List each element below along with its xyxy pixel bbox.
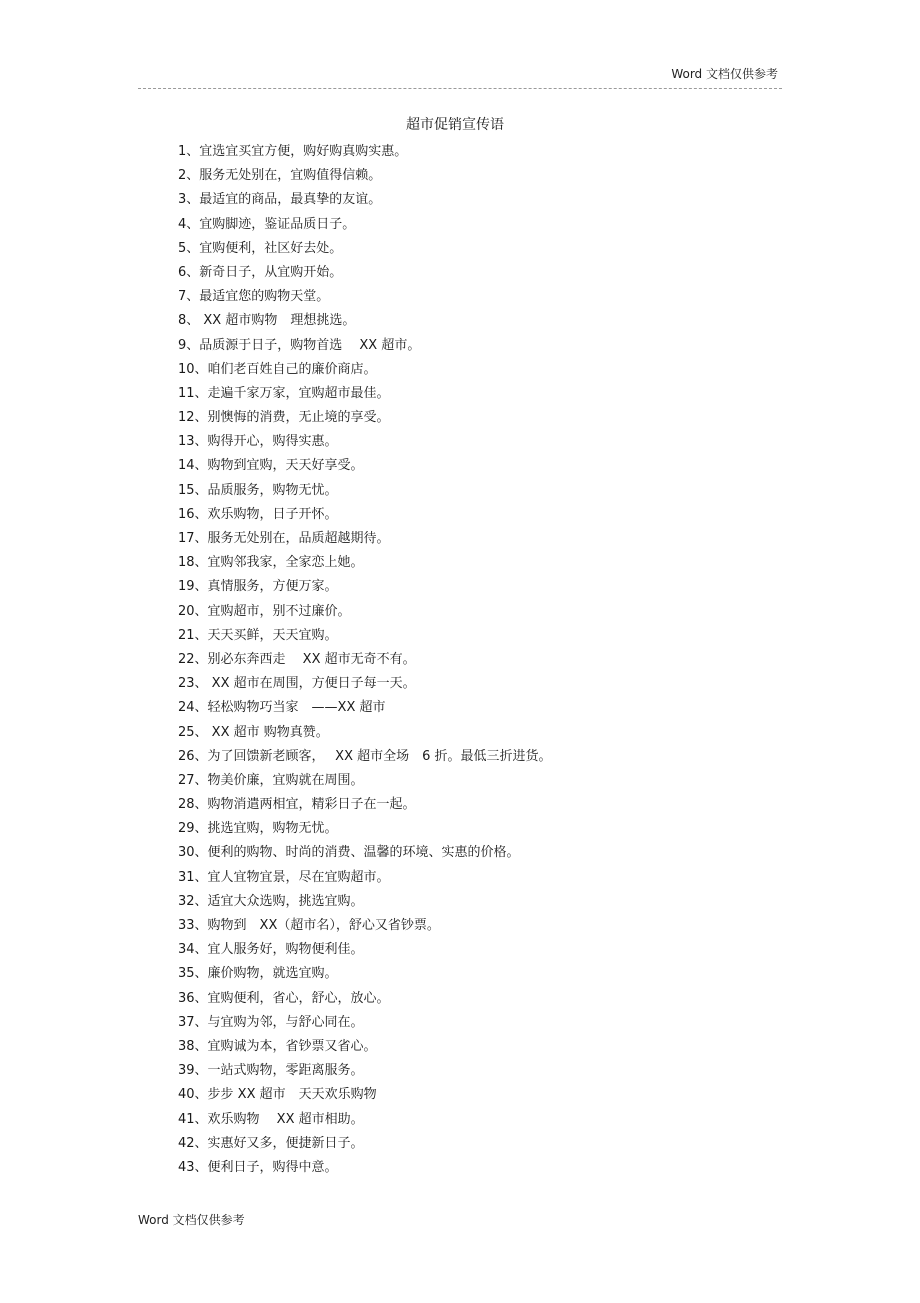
slogan-text: 18、宜购邻我家，全家恋上她。 <box>178 555 364 571</box>
slogan-item <box>178 140 778 164</box>
slogan-item <box>178 1156 778 1180</box>
slogan-item <box>178 769 778 793</box>
slogan-text: 13、购得开心，购得实惠。 <box>178 434 338 450</box>
slogan-item <box>178 817 778 841</box>
slogan-text: 29、挑选宜购，购物无忧。 <box>178 821 338 837</box>
slogan-text: 4、宜购脚迹，鉴证品质日子。 <box>178 216 356 232</box>
slogan-text: 26、为了回馈新老顾客， XX 超市全场 6 折。最低三折进货。 <box>178 748 552 764</box>
slogan-text: 21、天天买鲜，天天宜购。 <box>178 627 338 643</box>
slogan-item <box>178 188 778 212</box>
slogan-text: 24、轻松购物巧当家 ——XX 超市 <box>178 700 386 716</box>
slogan-item <box>178 285 778 309</box>
slogan-item <box>178 261 778 285</box>
slogan-text: 16、欢乐购物，日子开怀。 <box>178 506 338 522</box>
slogan-text: 43、便利日子，购得中意。 <box>178 1159 338 1175</box>
slogan-item <box>178 382 778 406</box>
slogan-item <box>178 479 778 503</box>
slogan-item <box>178 962 778 986</box>
slogan-item <box>178 938 778 962</box>
slogan-item <box>178 1059 778 1083</box>
slogan-item <box>178 866 778 890</box>
slogan-text: 10、咱们老百姓自己的廉价商店。 <box>178 361 377 377</box>
slogan-text: 30、便利的购物、时尚的消费、温馨的环境、实惠的价格。 <box>178 845 520 861</box>
slogan-item <box>178 358 778 382</box>
slogan-item <box>178 987 778 1011</box>
slogan-text: 7、最适宜您的购物天堂。 <box>178 289 330 305</box>
slogan-item <box>178 213 778 237</box>
slogan-item <box>178 309 778 333</box>
slogan-item <box>178 237 778 261</box>
slogan-item <box>178 696 778 720</box>
slogan-item <box>178 164 778 188</box>
slogan-item <box>178 334 778 358</box>
slogan-item <box>178 1035 778 1059</box>
slogan-text: 39、一站式购物，零距离服务。 <box>178 1063 364 1079</box>
slogan-text: 2、服务无处别在，宜购值得信赖。 <box>178 168 382 184</box>
slogan-text: 17、服务无处别在，品质超越期待。 <box>178 531 390 546</box>
slogan-item <box>178 503 778 527</box>
slogan-item <box>178 793 778 817</box>
slogan-text: 25、 XX 超市 购物真赞。 <box>178 724 329 740</box>
slogan-text: 40、步步 XX 超市 天天欢乐购物 <box>178 1087 377 1103</box>
slogan-item <box>178 1108 778 1132</box>
slogan-text: 1、宜选宜买宜方便，购好购真购实惠。 <box>178 144 408 159</box>
slogan-item <box>178 551 778 575</box>
slogan-item <box>178 406 778 430</box>
document-title: 超市促销宣传语 <box>406 117 504 133</box>
slogan-item <box>178 1083 778 1107</box>
page-footer-text: Word 文档仅供参考 <box>138 1213 245 1227</box>
slogan-item <box>178 624 778 648</box>
slogan-text: 9、品质源于日子，购物首选 XX 超市。 <box>178 337 421 353</box>
slogan-text: 3、最适宜的商品，最真挚的友谊。 <box>178 192 382 208</box>
page-header-text: Word 文档仅供参考 <box>671 67 778 81</box>
slogan-item <box>178 1011 778 1035</box>
slogan-text: 23、 XX 超市在周围，方便日子每一天。 <box>178 676 416 692</box>
slogan-text: 28、购物消遣两相宜，精彩日子在一起。 <box>178 797 416 813</box>
slogan-item <box>178 672 778 696</box>
slogan-text: 35、廉价购物，就选宜购。 <box>178 966 338 982</box>
slogan-item <box>178 648 778 672</box>
slogan-text: 42、实惠好又多，便捷新日子。 <box>178 1135 364 1151</box>
slogan-text: 14、购物到宜购，天天好享受。 <box>178 458 364 474</box>
slogan-item <box>178 890 778 914</box>
slogan-text: 8、 XX 超市购物 理想挑选。 <box>178 313 356 329</box>
slogan-text: 33、购物到 XX（超市名），舒心又省钞票。 <box>178 918 440 933</box>
slogan-text: 11、走遍千家万家，宜购超市最佳。 <box>178 385 390 401</box>
slogan-item <box>178 745 778 769</box>
slogan-text: 34、宜人服务好，购物便利佳。 <box>178 942 364 958</box>
slogan-item <box>178 1132 778 1156</box>
slogan-item <box>178 430 778 454</box>
slogan-text: 27、物美价廉，宜购就在周围。 <box>178 772 364 788</box>
header-divider <box>138 88 782 89</box>
slogan-list <box>178 140 778 1180</box>
slogan-text: 32、适宜大众选购，挑选宜购。 <box>178 893 364 909</box>
slogan-item <box>178 527 778 551</box>
slogan-item <box>178 721 778 745</box>
slogan-text: 5、宜购便利，社区好去处。 <box>178 240 343 256</box>
slogan-item <box>178 914 778 938</box>
slogan-text: 15、品质服务，购物无忧。 <box>178 482 338 498</box>
slogan-text: 31、宜人宜物宜景，尽在宜购超市。 <box>178 869 390 885</box>
slogan-item <box>178 841 778 865</box>
slogan-text: 20、宜购超市，别不过廉价。 <box>178 603 351 619</box>
slogan-text: 19、真情服务，方便万家。 <box>178 579 338 595</box>
slogan-text: 41、欢乐购物 XX 超市相助。 <box>178 1111 364 1127</box>
slogan-text: 22、别必东奔西走 XX 超市无奇不有。 <box>178 651 416 667</box>
slogan-item <box>178 575 778 599</box>
slogan-text: 6、新奇日子，从宜购开始。 <box>178 264 343 280</box>
slogan-item <box>178 454 778 478</box>
slogan-text: 38、宜购诚为本，省钞票又省心。 <box>178 1038 377 1054</box>
slogan-item <box>178 600 778 624</box>
slogan-text: 12、别懊悔的消费，无止境的享受。 <box>178 410 390 426</box>
slogan-text: 37、与宜购为邻，与舒心同在。 <box>178 1014 364 1030</box>
slogan-text: 36、宜购便利，省心，舒心，放心。 <box>178 990 390 1006</box>
